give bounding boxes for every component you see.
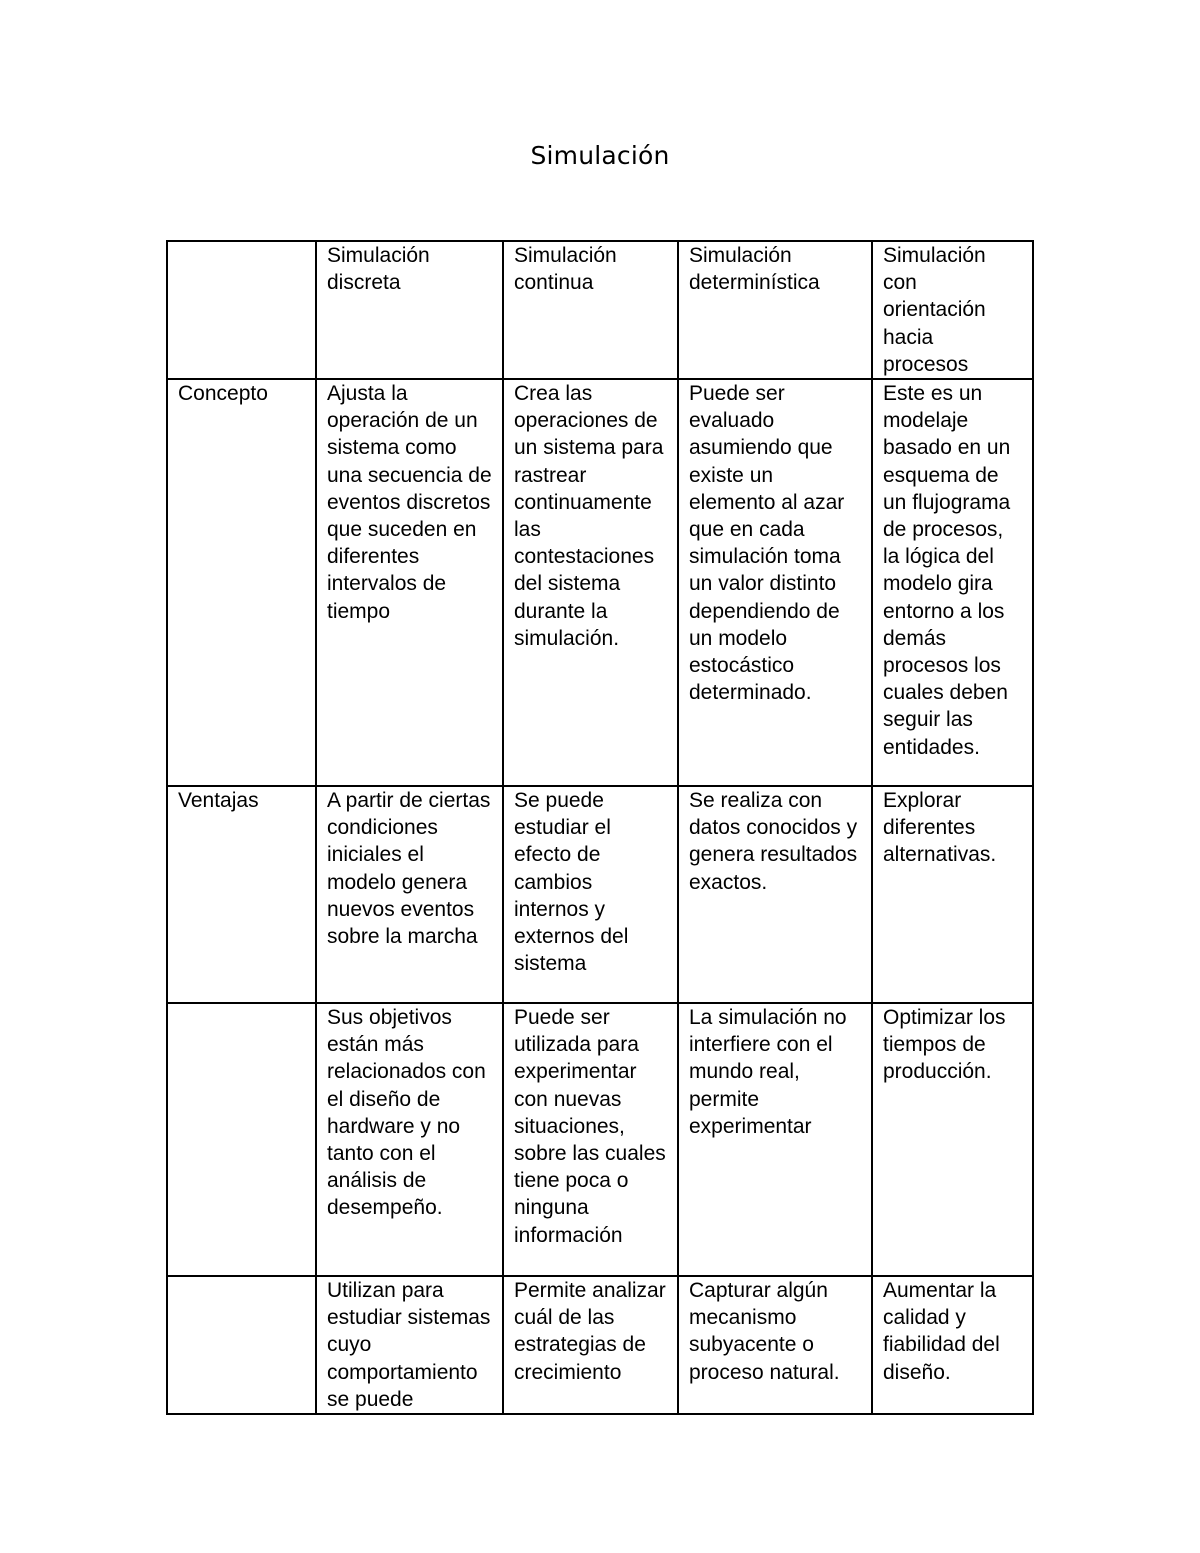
comparison-table bbox=[166, 240, 1034, 1415]
table-cell: Ajusta la operación de un sistema como una secuencia de eventos discretos que suceden en diferentes intervalos de tiempo bbox=[316, 379, 503, 786]
table-cell: Utilizan para estudiar sistemas cuyo comportamiento se puede bbox=[316, 1276, 503, 1414]
table-cell: Se puede estudiar el efecto de cambios internos y externos del sistema bbox=[503, 786, 678, 1003]
table-cell: Explorar diferentes alternativas. bbox=[872, 786, 1033, 1003]
row-label-concepto: Concepto bbox=[167, 379, 316, 786]
header-cell-continua: Simulación continua bbox=[503, 241, 678, 379]
table-cell: Este es un modelaje basado en un esquema de un flujograma de procesos, la lógica del modelo gira entorno a los demás procesos los cuales deben seguir las entidades. bbox=[872, 379, 1033, 786]
table-cell: Aumentar la calidad y fiabilidad del diseño. bbox=[872, 1276, 1033, 1414]
table-cell: Crea las operaciones de un sistema para rastrear continuamente las contestaciones del sistema durante la simulación. bbox=[503, 379, 678, 786]
row-label-empty bbox=[167, 1003, 316, 1276]
header-cell-deterministica: Simulación determinística bbox=[678, 241, 872, 379]
header-cell-procesos: Simulación con orientación hacia procesos bbox=[872, 241, 1033, 379]
table-cell: A partir de ciertas condiciones iniciales el modelo genera nuevos eventos sobre la marcha bbox=[316, 786, 503, 1003]
table-cell: Permite analizar cuál de las estrategias de crecimiento bbox=[503, 1276, 678, 1414]
row-label-empty bbox=[167, 1276, 316, 1414]
table-cell: Puede ser evaluado asumiendo que existe un elemento al azar que en cada simulación toma un valor distinto dependiendo de un modelo estocástico determinado. bbox=[678, 379, 872, 786]
table-cell: Puede ser utilizada para experimentar con nuevas situaciones, sobre las cuales tiene poca o ninguna información bbox=[503, 1003, 678, 1276]
table-header-row bbox=[167, 241, 1033, 379]
table-cell: Sus objetivos están más relacionados con el diseño de hardware y no tanto con el análisis de desempeño. bbox=[316, 1003, 503, 1276]
table-row-concepto bbox=[167, 379, 1033, 786]
table-cell: La simulación no interfiere con el mundo real, permite experimentar bbox=[678, 1003, 872, 1276]
table-cell: Se realiza con datos conocidos y genera resultados exactos. bbox=[678, 786, 872, 1003]
table-row-ventajas bbox=[167, 786, 1033, 1003]
page-title: Simulación bbox=[530, 141, 670, 170]
table-row bbox=[167, 1276, 1033, 1414]
row-label-ventajas: Ventajas bbox=[167, 786, 316, 1003]
header-cell-empty bbox=[167, 241, 316, 379]
table-cell: Optimizar los tiempos de producción. bbox=[872, 1003, 1033, 1276]
table-row bbox=[167, 1003, 1033, 1276]
table-cell: Capturar algún mecanismo subyacente o proceso natural. bbox=[678, 1276, 872, 1414]
header-cell-discreta: Simulación discreta bbox=[316, 241, 503, 379]
